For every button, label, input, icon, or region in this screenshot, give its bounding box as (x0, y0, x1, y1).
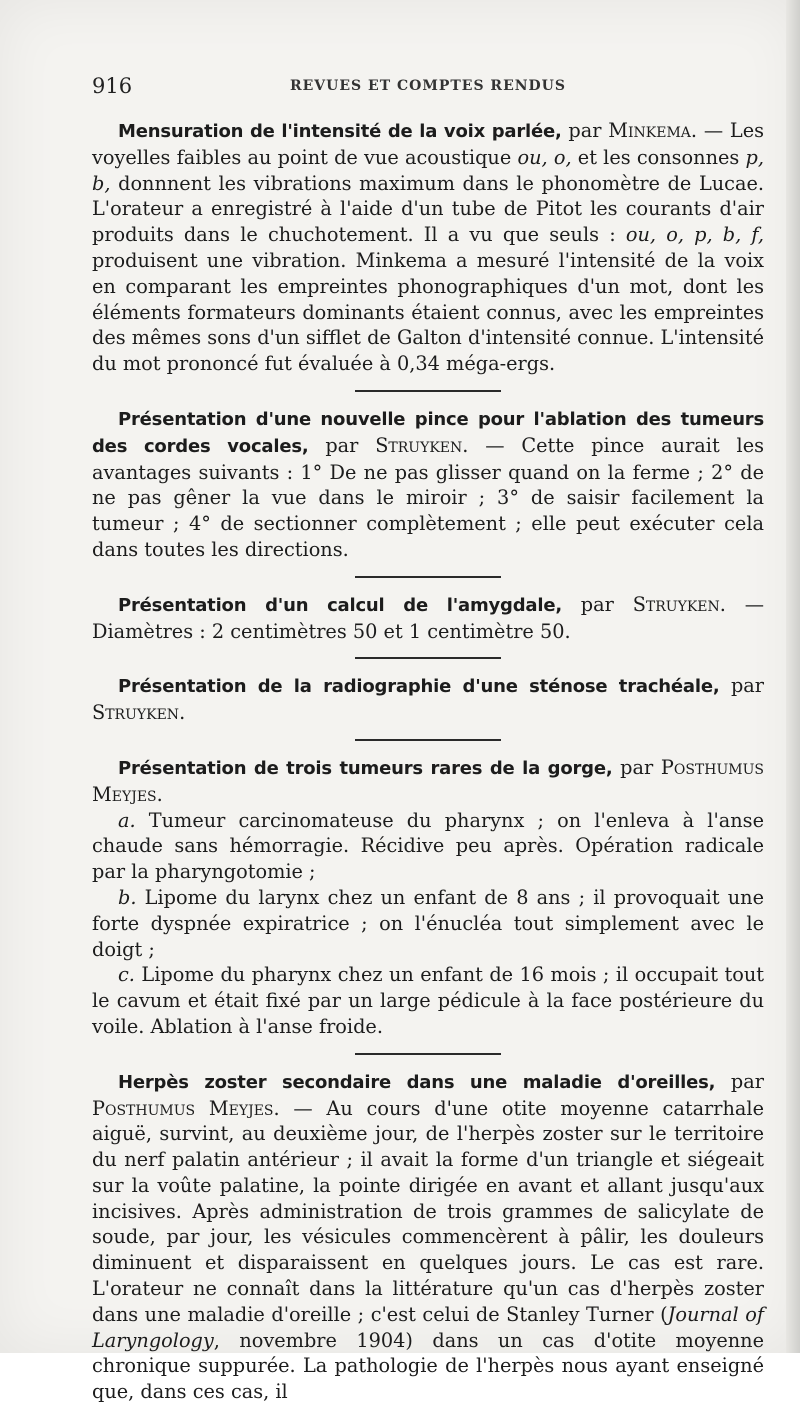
article-title: Présentation d'une nouvelle pince pour l'ablation des tumeurs des cordes vocales, (92, 408, 764, 457)
article-author: Struyken (92, 701, 180, 725)
article-herpes-zoster (92, 1069, 764, 1405)
article-title: Mensuration de l'intensité de la voix parlée, (118, 121, 562, 142)
article-forceps (92, 406, 764, 563)
body-text: . — Cette pince aurait les avantages suivants : 1° De ne pas glisser quand on la ferme ; 2° de ne pas gêner la vue dans le miroir ; 3° de saisir facilement la tumeur ; 4° de sectionner complètement ; elle peut exécuter cela dans toutes les directions. (92, 433, 764, 561)
text-body (92, 118, 764, 1405)
section-separator (355, 739, 501, 741)
body-text: et les consonnes (571, 145, 746, 169)
body-text: . — Diamètres : 2 centimètres 50 et 1 centimètre 50. (92, 592, 764, 643)
article-paragraph (92, 1069, 764, 1405)
list-item (92, 885, 764, 962)
section-separator (355, 657, 501, 659)
par-text: par (308, 433, 376, 457)
running-title: REVUES ET COMPTES RENDUS (290, 78, 566, 94)
par-text: par (561, 592, 633, 616)
body-text: . (179, 701, 186, 725)
par-text: par (715, 1069, 764, 1093)
article-author: Posthumus Meyjes (92, 1096, 274, 1120)
list-item (92, 808, 764, 885)
item-text: Lipome du pharynx chez un enfant de 16 mois ; il occupait tout le cavum et était fixé par un large pédicule à la face postérieure du voile. Ablation à l'anse froide. (92, 963, 764, 1038)
page-header (92, 74, 764, 102)
body-text: . — Les voyelles faibles au point de vue acoustique (92, 119, 764, 169)
article-paragraph (92, 755, 764, 808)
article-author: Posthumus Meyjes (92, 755, 764, 806)
article-title: Présentation d'un calcul de l'amygdale, (118, 594, 562, 616)
article-paragraph (92, 673, 764, 726)
item-letter: b. (118, 885, 137, 909)
article-paragraph (92, 406, 764, 563)
body-text: produisent une vibration. Minkema a mesuré l'intensité de la voix en comparant les empreintes phonographiques d'un mot, dont les éléments formateurs dominants étaient connus, avec les empreintes des mêmes sons d'un sifflet de Galton d'intensité connue. L'intensité du mot prononcé fut évaluée à 0,34 méga-ergs. (92, 248, 764, 376)
italic-text: ou, o, p, b, f, (625, 223, 764, 247)
list-item (92, 962, 764, 1039)
article-title: Herpès zoster secondaire dans une maladie d'oreilles, (118, 1071, 716, 1093)
article-radiography (92, 673, 764, 726)
section-separator (355, 390, 501, 392)
par-text: par (561, 119, 609, 142)
body-text: . — Au cours d'une otite moyenne catarrhale aiguë, survint, au deuxième jour, de l'herpès zoster sur le territoire du nerf palatin antérieur ; il avait la forme d'un triangle et siégeait sur la voûte palatine, la pointe dirigée en avant et allant jusqu'aux incisives. Après administration de trois grammes de salicylate de soude, par jour, les vésicules commencèrent à pâlir, les douleurs diminuent et disparaissent en quelques jours. Le cas est rare. L'orateur ne connaît dans la littérature qu'un cas d'herpès zoster dans une maladie d'oreille ; c'est celui de Stanley Turner ( (92, 1096, 764, 1326)
article-throat-tumors (92, 755, 764, 1040)
article-author: Struyken (375, 433, 463, 457)
italic-text: ou, o, (517, 145, 572, 169)
journal-name: Journal of Laryngology (92, 1302, 764, 1352)
article-author: Minkema (608, 119, 691, 142)
italic-text: p, b, (92, 145, 765, 195)
item-text: Tumeur carcinomateuse du pharynx ; on l'enleva à l'anse chaude sans hémorragie. Récidive peu après. Opération radicale par la pharyngotomie ; (92, 808, 764, 884)
article-author: Struyken (632, 592, 720, 616)
article-title: Présentation de la radiographie d'une sténose trachéale, (118, 676, 720, 698)
article-paragraph (92, 118, 764, 377)
body-text: donnnent les vibrations maximum dans le phonomètre de Lucae. L'orateur a enregistré à l'aide d'un tube de Pitot les courants d'air produits dans le chuchotement. Il a vu que seuls : (92, 171, 764, 247)
article-title: Présentation de trois tumeurs rares de la gorge, (118, 757, 613, 779)
par-text: par (612, 755, 661, 779)
article-tonsil-stone (92, 592, 764, 645)
page-number: 916 (92, 74, 133, 98)
body-text: . (156, 782, 163, 806)
item-letter: a. (118, 808, 136, 832)
section-separator (355, 1053, 501, 1055)
article-paragraph (92, 592, 764, 645)
page-edge-shadow (786, 0, 800, 1353)
section-separator (355, 576, 501, 578)
item-letter: c. (118, 963, 135, 987)
par-text: par (719, 674, 764, 698)
article-voice-intensity (92, 118, 764, 377)
body-text: , novembre 1904) dans un cas d'otite moyenne chronique suppurée. La pathologie de l'herpès nous ayant enseigné que, dans ces cas, il (92, 1328, 764, 1404)
item-text: Lipome du larynx chez un enfant de 8 ans ; il provoquait une forte dyspnée expiratrice ; on l'énucléa tout simplement avec le doigt ; (92, 885, 764, 961)
